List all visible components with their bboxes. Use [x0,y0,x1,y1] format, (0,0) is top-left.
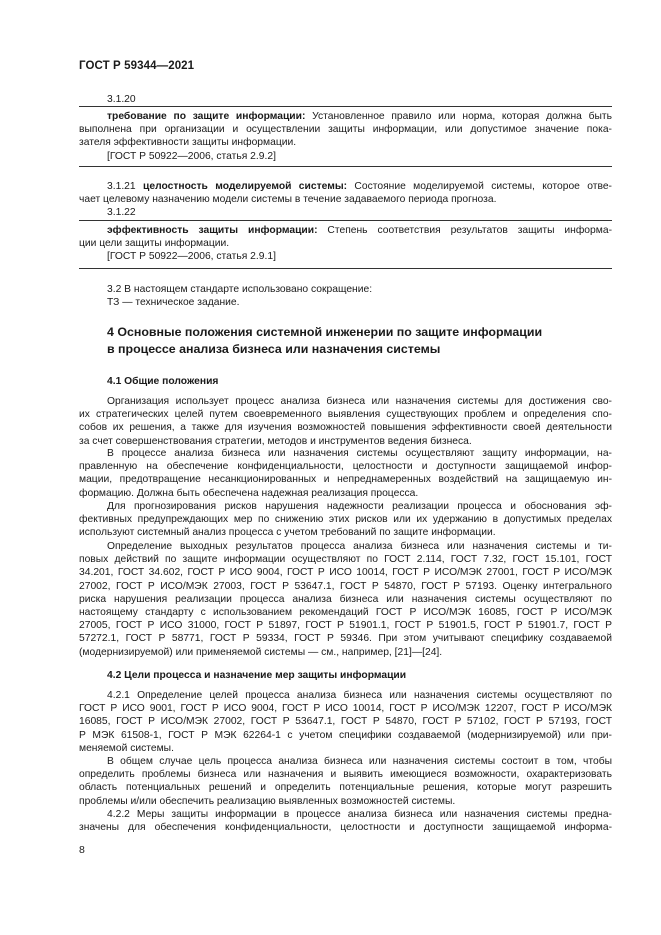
section-4-title: 4 Основные положения системной инженерии по защите информации в процессе анализа бизнеса или назначения системы [107,325,543,356]
paragraph-4-1-3: Для прогнозирования рисков нарушения надежности реализации процесса и обоснования эф- фективных предупреждающих мер по снижению этих рисков или их удержанию в допустимых пределах используют системный анализ процесса с учетом требований по защите информации. [79,501,612,539]
paragraph-4-2-1-b: В общем случае цель процесса анализа бизнеса или назначения системы состоит в том, чтобы определить проблемы бизнеса или назначения и выявить имеющиеся возможности, охарактеризовать область потенциальных решений и определить потенциальные решения, которые могут разрешить проблемы и/или обеспечить реализацию выявленных возможностей системы. [79,756,612,807]
document-header: ГОСТ Р 59344—2021 [79,60,195,72]
paragraph-4-2-2: 4.2.2 Меры защиты информации в процессе анализа бизнеса или назначения системы предна- значены для обеспечения конфиденциальности, целостности и доступности защищаемой информа- [79,809,612,834]
term-name: эффективность защиты информации: [107,225,318,236]
abbreviation-item: ТЗ — техническое задание. [107,297,240,308]
page-number: 8 [79,844,85,856]
subsection-4-2-title: 4.2 Цели процесса и назначение мер защиты информации [107,670,407,681]
term-source: [ГОСТ Р 50922—2006, статья 2.9.2] [107,150,276,162]
term-definition-3-1-20: требование по защите информации: Установленное правило или норма, которая должна быть выполнена при организации и осуществлении защиты информации, или допустимое значение пока- зателя эффективности защиты информации. [ГОСТ Р 50922—2006, статья 2.9.2] [79,111,612,162]
paragraph-4-2-1: 4.2.1 Определение целей процесса анализа бизнеса или назначения системы осуществляют по ГОСТ Р ИСО 9001, ГОСТ Р ИСО 9004, ГОСТ Р ИСО 10014, ГОСТ Р ИСО/МЭК 12207, ГОСТ Р ИСО/МЭК 16085, ГОСТ Р ИСО/МЭК 27002, ГОСТ Р 53647.1, ГОСТ Р 54870, ГОСТ Р 57102, ГОСТ Р 57193, ГОСТ Р МЭК 61508-1, ГОСТ Р МЭК 62264-1 с учетом специфики создаваемой (модернизируемой) или при- меняемой системы. [79,690,612,754]
term-3-1-21: 3.1.21 целостность моделируемой системы: Состояние моделируемой системы, которое отве- чает целевому назначению модели системы в течение задаваемого периода прогноза. [79,181,612,206]
term-box-3-1-20 [79,106,612,167]
term-box-3-1-22 [79,220,612,269]
term-definition-3-1-22: эффективность защиты информации: Степень соответствия результатов защиты информа- ции цели защиты информации. [ГОСТ Р 50922—2006, статья 2.9.1] [79,225,612,263]
abbreviation-intro: 3.2 В настоящем стандарте использовано сокращение: [107,284,373,295]
term-number-3-1-20: 3.1.20 [107,94,136,105]
term-source: [ГОСТ Р 50922—2006, статья 2.9.1] [107,251,276,263]
paragraph-4-1-1: Организация использует процесс анализа бизнеса или назначения системы для достижения сво- их стратегических целей путем своевременного выявления существующих проблем и определения спо- собов их решения, а также для изучения возможностей повышения эффективности своей деятельности за счет совершенствования стратегии, методов и инструментов ведения бизнеса. [79,396,612,447]
term-name: целостность моделируемой системы: [143,181,348,192]
paragraph-4-1-4: Определение выходных результатов процесса анализа бизнеса или назначения системы и ти- повых действий по защите информации осуществляют по ГОСТ 2.114, ГОСТ 7.32, ГОСТ 15.101, ГОСТ 34.201, ГОСТ 34.602, ГОСТ Р ИСО 9004, ГОСТ Р ИСО 10014, ГОСТ Р ИСО/МЭК 27001, ГОСТ Р ИСО/МЭК 27002, ГОСТ Р ИСО/МЭК 27003, ГОСТ Р 53647.1, ГОСТ Р 54870, ГОСТ Р 57193. Оценку интегрального риска нарушения реализации процесса анализа бизнеса или назначения системы осуществляют по настоящему стандарту с использованием рекомендаций ГОСТ Р ИСО/МЭК 16085, ГОСТ Р ИСО/МЭК 27005, ГОСТ Р ИСО 31000, ГОСТ Р 51897, ГОСТ Р 51901.1, ГОСТ Р 51901.5, ГОСТ Р 51901.7, ГОСТ Р 57272.1, ГОСТ Р 58771, ГОСТ Р 59334, ГОСТ Р 59346. При этом учитывают специфику создаваемой (модернизируемой) или применяемой системы — см., например, [21]—[24]. [79,541,612,658]
paragraph-4-1-2: В процессе анализа бизнеса или назначения системы осуществляют защиту информации, на- правленную на обеспечение конфиденциальности, целостности и доступности защищаемой инфор- мации, предотвращение несанкционированных и непреднамеренных воздействий на защищаемую ин- формацию. Должна быть обеспечена надежная реализация процесса. [79,448,612,499]
term-name: требование по защите информации: [107,111,306,122]
term-number-3-1-22: 3.1.22 [107,207,136,218]
subsection-4-1-title: 4.1 Общие положения [107,376,219,387]
